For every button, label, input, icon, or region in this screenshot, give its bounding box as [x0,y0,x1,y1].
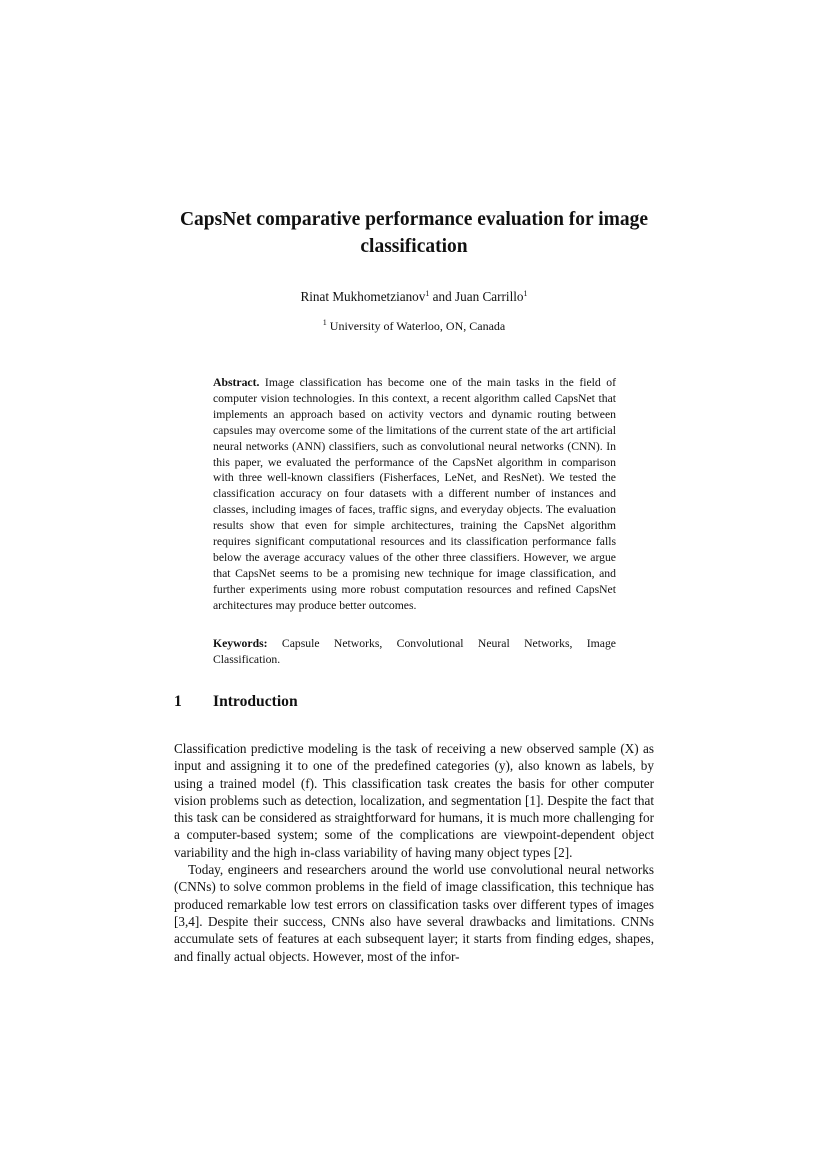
keywords-label: Keywords: [213,637,268,650]
affiliation-marker: 1 [425,289,430,298]
keywords [213,636,616,668]
keywords-text: Capsule Networks, Convolutional Neural Networks, Image Classification. [213,637,616,666]
section-heading [174,692,654,712]
abstract-text: Image classification has become one of the main tasks in the field of computer vision technologies. In this context, a recent algorithm called CapsNet that implements an approach based on activity vectors and dynamic routing between capsules may overcome some of the limitations of the current state of the art artificial neural networks (ANN) classifiers, such as convolutional neural networks (CNN). In this paper, we evaluated the performance of the CapsNet algorithm in comparison with three well-known classifiers (Fisherfaces, LeNet, and ResNet). We tested the classification accuracy on four datasets with a different number of instances and classes, including images of faces, traffic signs, and everyday objects. The evaluation results show that even for simple architectures, training the CapsNet algorithm requires significant computational resources and its classification performance falls below the average accuracy values of the other three classifiers. However, we argue that CapsNet seems to be a promising new technique for image classification, and further experiments using more robust computation resources and refined CapsNet architectures may produce better outcomes. [213,376,616,612]
author-name: Juan Carrillo [455,289,524,304]
section-title: Introduction [213,693,298,710]
body-paragraph: Today, engineers and researchers around the world use convolutional neural networks (CNNs) to solve common problems in the field of image classification, this technique has produced remarkable low test errors on classification tasks over different types of images [3,4]. Despite their success, CNNs also have several drawbacks and limitations. CNNs accumulate sets of features at each subsequent layer; it starts from finding edges, shapes, and finally actual objects. However, most of the infor- [174,862,654,964]
affiliation [150,318,678,334]
affiliation-marker: 1 [322,318,327,327]
affiliation-marker: 1 [523,289,528,298]
affiliation-text: University of Waterloo, ON, Canada [326,319,506,333]
section-number: 1 [174,693,182,710]
author-connector: and [429,289,456,304]
author-list [150,288,678,306]
section-body [174,740,654,965]
paper-title: CapsNet comparative performance evaluation for image classification [179,209,649,257]
author-name: Rinat Mukhometzianov [300,289,426,304]
body-paragraph: Classification predictive modeling is the task of receiving a new observed sample (X) as input and assigning it to one of the predefined categories (y), also known as labels, by using a trained model (f). This classification task creates the basis for other computer vision problems such as detection, localization, and segmentation [1]. Despite the fact that this task can be considered as straightforward for humans, it is much more challenging for a computer-based system; some of the complications are viewpoint-dependent object variability and the high in-class variability of having many object types [2]. [174,741,654,860]
abstract-label: Abstract. [213,376,260,389]
abstract [213,375,616,614]
